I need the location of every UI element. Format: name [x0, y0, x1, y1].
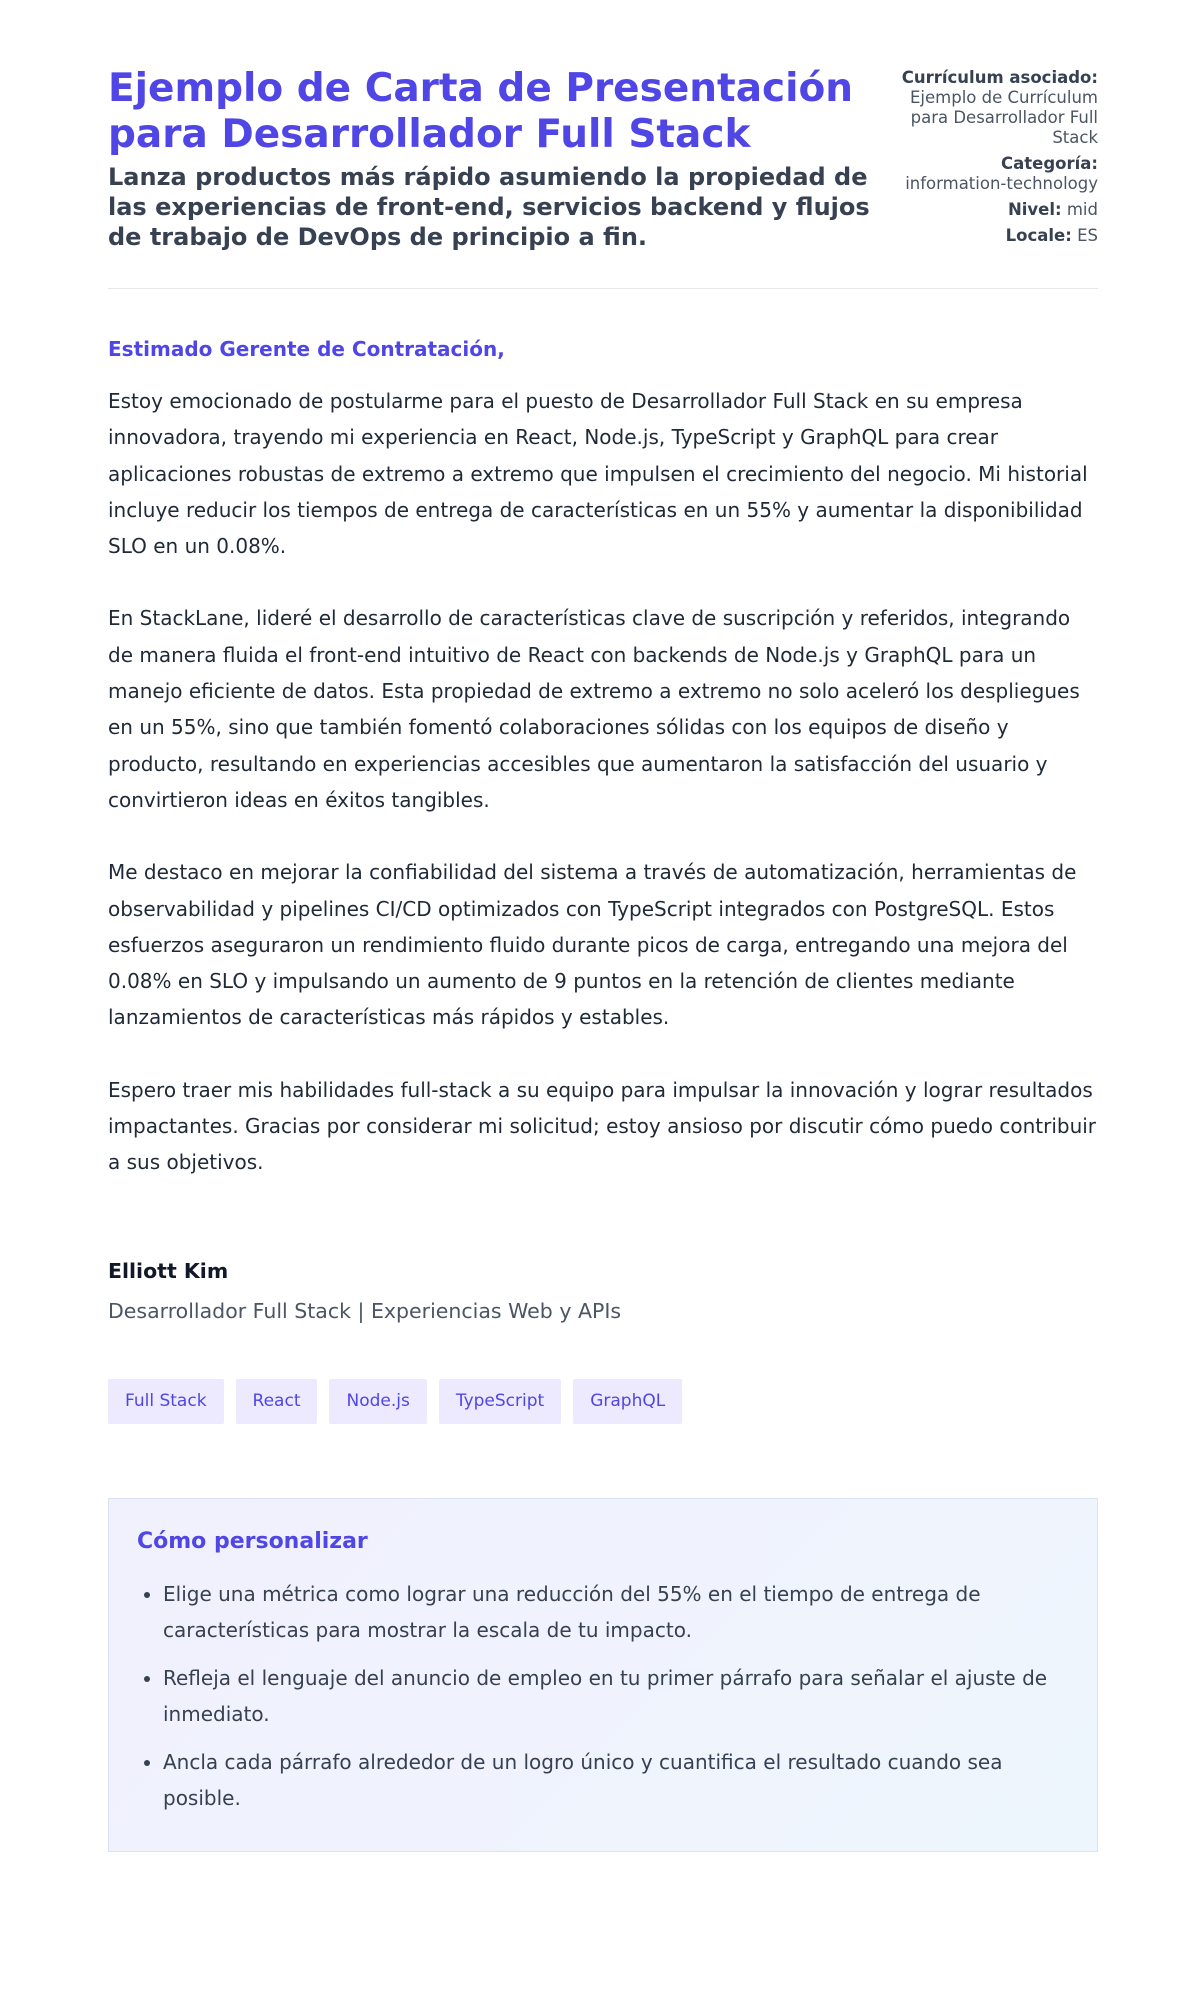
meta-category	[900, 154, 1098, 194]
paragraph: Me destaco en mejorar la confiabilidad del sistema a través de automatización, herramientas de observabilidad y pipelines CI/CD optimizados con TypeScript integrados con PostgreSQL. Estos esfuerzos aseguraron un rendimiento fluido durante picos de carga, entregando una mejora del 0.08% en SLO y impulsando un aumento de 9 puntos en la retención de clientes mediante lanzamientos de características más rápidos y estables.	[108, 860, 1077, 1030]
tag-list	[108, 1379, 1098, 1424]
meta-level-label: Nivel:	[1007, 200, 1062, 219]
customization-tips	[108, 1498, 1098, 1852]
signature-name: Elliott Kim	[108, 1258, 229, 1283]
tag[interactable]: Node.js	[329, 1379, 426, 1424]
paragraph: En StackLane, lideré el desarrollo de características clave de suscripción y referidos, integrando de manera fluida el front-end intuitivo de React con backends de Node.js y GraphQL para un manejo eficiente de datos. Esta propiedad de extremo a extremo no solo aceleró los despliegues en un 55%, sino que también fomentó colaboraciones sólidas con los equipos de diseño y producto, resultando en experiencias accesibles que aumentaron la satisfacción del usuario y convirtieron ideas en éxitos tangibles.	[108, 606, 1080, 812]
signature-title: Desarrollador Full Stack | Experiencias Web y APIs	[108, 1298, 622, 1323]
letter-body	[108, 383, 1098, 1181]
meta-category-label: Categoría:	[1001, 154, 1098, 173]
tag[interactable]: GraphQL	[573, 1379, 682, 1424]
meta-locale	[900, 226, 1098, 246]
greeting: Estimado Gerente de Contratación,	[108, 337, 505, 361]
meta-category-value: information-technology	[905, 174, 1098, 193]
meta-resume-label: Currículum asociado:	[901, 68, 1098, 87]
cover-letter-page	[108, 66, 1098, 1852]
paragraph: Espero traer mis habilidades full-stack a su equipo para impulsar la innovación y lograr resultados impactantes. Gracias por considerar mi solicitud; estoy ansioso por discutir cómo puedo contribuir a sus objetivos.	[108, 1077, 1097, 1175]
page-title: Ejemplo de Carta de Presentación para Desarrollador Full Stack	[108, 66, 854, 157]
tip-item: • Elige una métrica como lograr una reducción del 55% en el tiempo de entrega de características para mostrar la escala de tu impacto.	[163, 1576, 1069, 1648]
page-header	[108, 66, 1098, 252]
paragraph: Estoy emocionado de postularme para el puesto de Desarrollador Full Stack en su empresa innovadora, trayendo mi experiencia en React, Node.js, TypeScript y GraphQL para crear aplicaciones robustas de extremo a extremo que impulsen el crecimiento del negocio. Mi historial incluye reducir los tiempos de entrega de características en un 55% y aumentar la disponibilidad SLO en un 0.08%.	[108, 389, 1088, 559]
meta-level-value: mid	[1066, 200, 1098, 219]
meta-resume	[900, 68, 1098, 148]
divider	[108, 288, 1098, 289]
tag[interactable]: TypeScript	[439, 1379, 561, 1424]
tips-heading: Cómo personalizar	[137, 1528, 368, 1554]
tag[interactable]: Full Stack	[108, 1379, 224, 1424]
meta-resume-value[interactable]: Ejemplo de Currículum para Desarrollador Full Stack	[910, 88, 1098, 147]
title-block	[108, 66, 900, 252]
tip-item: • Ancla cada párrafo alrededor de un logro único y cuantifica el resultado cuando sea posible.	[163, 1744, 1069, 1816]
meta-level	[900, 200, 1098, 220]
tag[interactable]: React	[236, 1379, 318, 1424]
tips-list	[137, 1576, 1069, 1816]
page-subtitle: Lanza productos más rápido asumiendo la propiedad de las experiencias de front-end, servicios backend y flujos de trabajo de DevOps de principio a fin.	[108, 163, 870, 251]
meta-locale-label: Locale:	[1005, 226, 1072, 245]
metadata-panel	[900, 68, 1098, 252]
tip-item: • Refleja el lenguaje del anuncio de empleo en tu primer párrafo para señalar el ajuste de inmediato.	[163, 1660, 1069, 1732]
meta-locale-value: ES	[1077, 226, 1098, 245]
